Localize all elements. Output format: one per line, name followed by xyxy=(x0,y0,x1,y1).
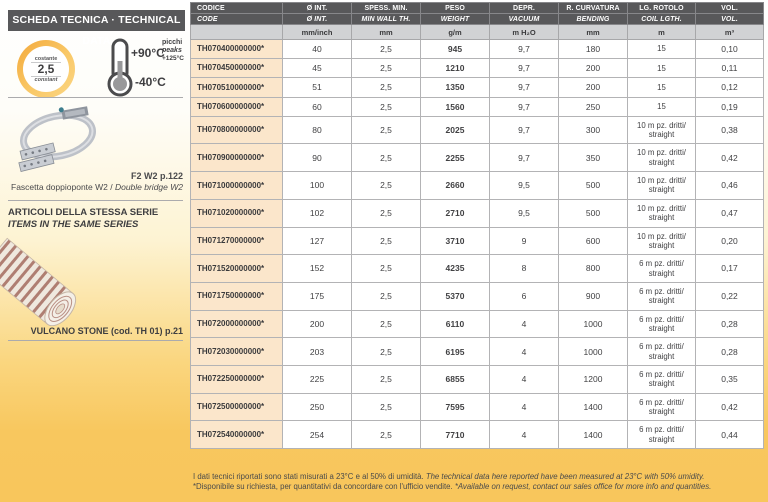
col-header-code-en: CODE xyxy=(191,14,283,25)
cell-volume: 0,44 xyxy=(696,421,764,449)
table-row xyxy=(191,310,764,338)
cell-vacuum: 4 xyxy=(490,365,559,393)
table-header xyxy=(191,3,764,40)
cell-coil: 15 xyxy=(628,78,696,97)
cell-code: TH070450000000* xyxy=(191,59,283,78)
cell-volume: 0,11 xyxy=(696,59,764,78)
cell-bending: 1400 xyxy=(559,393,628,421)
cell-volume: 0,28 xyxy=(696,310,764,338)
cell-volume: 0,28 xyxy=(696,338,764,366)
table-row xyxy=(191,97,764,116)
cell-coil: 15 xyxy=(628,59,696,78)
cell-bending: 600 xyxy=(559,227,628,255)
cell-vacuum: 9,7 xyxy=(490,78,559,97)
table-row xyxy=(191,199,764,227)
cell-bending: 800 xyxy=(559,255,628,283)
table-row xyxy=(191,144,764,172)
related-product-reference: VULCANO STONE (cod. TH 01) p.21 xyxy=(30,326,183,336)
col-header-code: CODICE xyxy=(191,3,283,14)
cell-diameter: 102 xyxy=(283,199,352,227)
clamp-code-ref: F2 W2 p.122 xyxy=(130,171,183,181)
cell-vacuum: 9,7 xyxy=(490,144,559,172)
table-row xyxy=(191,282,764,310)
cell-wall: 2,5 xyxy=(352,172,421,200)
cell-diameter: 250 xyxy=(283,393,352,421)
cell-volume: 0,17 xyxy=(696,255,764,283)
cell-volume: 0,38 xyxy=(696,116,764,144)
cell-code: TH070400000000* xyxy=(191,40,283,59)
technical-data-table xyxy=(190,2,764,449)
cell-wall: 2,5 xyxy=(352,78,421,97)
cell-bending: 1200 xyxy=(559,365,628,393)
header-row-it xyxy=(191,3,764,14)
cell-diameter: 80 xyxy=(283,116,352,144)
cell-vacuum: 9,5 xyxy=(490,199,559,227)
table-row xyxy=(191,421,764,449)
cell-diameter: 225 xyxy=(283,365,352,393)
hose-clamp-image xyxy=(12,101,104,173)
unit-wall: mm xyxy=(352,25,421,40)
cell-wall: 2,5 xyxy=(352,310,421,338)
cell-volume: 0,12 xyxy=(696,78,764,97)
cell-weight: 2255 xyxy=(421,144,490,172)
table-row xyxy=(191,40,764,59)
divider xyxy=(8,97,183,98)
cell-bending: 1000 xyxy=(559,338,628,366)
temperature-min: -40°C xyxy=(135,75,166,89)
hose-image xyxy=(0,234,105,326)
same-series-title-it: ARTICOLI DELLA STESSA SERIE xyxy=(8,207,159,218)
clamp-caption xyxy=(8,182,183,193)
table-row xyxy=(191,393,764,421)
cell-volume: 0,22 xyxy=(696,282,764,310)
cell-coil: 10 m pz. dritti/ straight xyxy=(628,172,696,200)
table-row xyxy=(191,338,764,366)
technical-data-table-wrap xyxy=(190,2,764,449)
cell-volume: 0,42 xyxy=(696,393,764,421)
cell-coil: 6 m pz. dritti/ straight xyxy=(628,393,696,421)
cell-weight: 2025 xyxy=(421,116,490,144)
constant-diameter-badge-inner xyxy=(23,46,69,92)
badge-value: 2,5 xyxy=(31,62,62,77)
cell-diameter: 90 xyxy=(283,144,352,172)
badge-label-it: costante xyxy=(34,55,58,62)
cell-diameter: 40 xyxy=(283,40,352,59)
cell-bending: 300 xyxy=(559,116,628,144)
cell-vacuum: 4 xyxy=(490,338,559,366)
cell-weight: 5370 xyxy=(421,282,490,310)
cell-code: TH071750000000* xyxy=(191,282,283,310)
cell-bending: 250 xyxy=(559,97,628,116)
temperature-max: +90°C xyxy=(131,46,165,60)
cell-diameter: 60 xyxy=(283,97,352,116)
cell-weight: 1350 xyxy=(421,78,490,97)
table-row xyxy=(191,78,764,97)
cell-diameter: 200 xyxy=(283,310,352,338)
col-header-bending: R. CURVATURA xyxy=(559,3,628,14)
footnote-2-it: *Disponibile su richiesta, per quantitativi da concordare con l'ufficio vendite. xyxy=(193,482,455,491)
cell-wall: 2,5 xyxy=(352,227,421,255)
footnote-2-en: *Available on request, contact our sales office for more info and quantities. xyxy=(454,482,712,491)
cell-wall: 2,5 xyxy=(352,338,421,366)
cell-weight: 2710 xyxy=(421,199,490,227)
cell-coil: 15 xyxy=(628,97,696,116)
cell-weight: 3710 xyxy=(421,227,490,255)
cell-code: TH072000000000* xyxy=(191,310,283,338)
cell-volume: 0,20 xyxy=(696,227,764,255)
cell-coil: 10 m pz. dritti/ straight xyxy=(628,227,696,255)
constant-diameter-badge xyxy=(17,40,75,98)
unit-diameter: mm/inch xyxy=(283,25,352,40)
cell-weight: 4235 xyxy=(421,255,490,283)
cell-volume: 0,42 xyxy=(696,144,764,172)
cell-bending: 1000 xyxy=(559,310,628,338)
cell-weight: 1560 xyxy=(421,97,490,116)
cell-coil: 10 m pz. dritti/ straight xyxy=(628,116,696,144)
cell-wall: 2,5 xyxy=(352,97,421,116)
unit-code xyxy=(191,25,283,40)
col-header-weight-en: WEIGHT xyxy=(421,14,490,25)
cell-weight: 1210 xyxy=(421,59,490,78)
col-header-wall: SPESS. MIN. xyxy=(352,3,421,14)
table-row xyxy=(191,365,764,393)
badge-label-en: constant xyxy=(34,76,58,83)
cell-vacuum: 8 xyxy=(490,255,559,283)
cell-diameter: 152 xyxy=(283,255,352,283)
col-header-coil-en: COIL LGTH. xyxy=(628,14,696,25)
col-header-volume-en: VOL. xyxy=(696,14,764,25)
units-row xyxy=(191,25,764,40)
cell-bending: 180 xyxy=(559,40,628,59)
cell-coil: 6 m pz. dritti/ straight xyxy=(628,310,696,338)
cell-coil: 6 m pz. dritti/ straight xyxy=(628,282,696,310)
footnote-1-en: The technical data here reported have been measured at 23°C with 50% umidity. xyxy=(425,472,705,481)
cell-code: TH070510000000* xyxy=(191,78,283,97)
cell-volume: 0,19 xyxy=(696,97,764,116)
cell-code: TH070900000000* xyxy=(191,144,283,172)
cell-wall: 2,5 xyxy=(352,40,421,59)
cell-wall: 2,5 xyxy=(352,365,421,393)
cell-wall: 2,5 xyxy=(352,393,421,421)
cell-weight: 6110 xyxy=(421,310,490,338)
cell-diameter: 51 xyxy=(283,78,352,97)
col-header-volume: VOL. xyxy=(696,3,764,14)
cell-vacuum: 9,7 xyxy=(490,116,559,144)
divider xyxy=(8,340,183,341)
table-row xyxy=(191,172,764,200)
cell-wall: 2,5 xyxy=(352,59,421,78)
cell-weight: 7595 xyxy=(421,393,490,421)
col-header-weight: PESO xyxy=(421,3,490,14)
unit-bending: mm xyxy=(559,25,628,40)
unit-weight: g/m xyxy=(421,25,490,40)
cell-code: TH072500000000* xyxy=(191,393,283,421)
clamp-reference xyxy=(8,171,183,193)
col-header-wall-en: MIN WALL TH. xyxy=(352,14,421,25)
peaks-label-it: picchi xyxy=(162,39,183,46)
cell-volume: 0,10 xyxy=(696,40,764,59)
col-header-bending-en: BENDING xyxy=(559,14,628,25)
cell-bending: 200 xyxy=(559,59,628,78)
cell-code: TH071000000000* xyxy=(191,172,283,200)
cell-coil: 6 m pz. dritti/ straight xyxy=(628,421,696,449)
temperature-peaks xyxy=(162,39,184,63)
col-header-diameter-en: Ø INT. xyxy=(283,14,352,25)
cell-code: TH072250000000* xyxy=(191,365,283,393)
peaks-value: +125°C xyxy=(162,55,184,62)
cell-bending: 1400 xyxy=(559,421,628,449)
divider xyxy=(8,200,183,201)
footnote-1-it: I dati tecnici riportati sono stati misurati a 23°C e al 50% di umidità. xyxy=(193,472,426,481)
peaks-label-en: peaks xyxy=(162,47,182,54)
cell-wall: 2,5 xyxy=(352,116,421,144)
cell-diameter: 100 xyxy=(283,172,352,200)
unit-volume: m³ xyxy=(696,25,764,40)
col-header-vacuum-en: VACUUM xyxy=(490,14,559,25)
cell-vacuum: 4 xyxy=(490,393,559,421)
table-row xyxy=(191,116,764,144)
cell-coil: 6 m pz. dritti/ straight xyxy=(628,365,696,393)
clamp-name-it: Fascetta doppioponte W2 / xyxy=(11,182,115,192)
unit-vacuum: m H₂O xyxy=(490,25,559,40)
cell-vacuum: 9,7 xyxy=(490,97,559,116)
cell-vacuum: 4 xyxy=(490,421,559,449)
cell-weight: 7710 xyxy=(421,421,490,449)
cell-vacuum: 9,7 xyxy=(490,59,559,78)
same-series-heading xyxy=(8,207,158,230)
cell-code: TH071520000000* xyxy=(191,255,283,283)
cell-diameter: 203 xyxy=(283,338,352,366)
clamp-name-en: Double bridge W2 xyxy=(114,182,183,192)
header-row-en xyxy=(191,14,764,25)
col-header-coil: LG. ROTOLO xyxy=(628,3,696,14)
cell-weight: 6855 xyxy=(421,365,490,393)
cell-weight: 945 xyxy=(421,40,490,59)
cell-bending: 200 xyxy=(559,78,628,97)
cell-wall: 2,5 xyxy=(352,199,421,227)
cell-wall: 2,5 xyxy=(352,282,421,310)
cell-bending: 350 xyxy=(559,144,628,172)
col-header-diameter: Ø INT. xyxy=(283,3,352,14)
cell-wall: 2,5 xyxy=(352,144,421,172)
cell-code: TH070600000000* xyxy=(191,97,283,116)
cell-code: TH072030000000* xyxy=(191,338,283,366)
cell-volume: 0,35 xyxy=(696,365,764,393)
table-row xyxy=(191,227,764,255)
cell-code: TH071270000000* xyxy=(191,227,283,255)
cell-weight: 2660 xyxy=(421,172,490,200)
cell-code: TH070800000000* xyxy=(191,116,283,144)
cell-vacuum: 9,7 xyxy=(490,40,559,59)
table-row xyxy=(191,255,764,283)
cell-weight: 6195 xyxy=(421,338,490,366)
footnote-line-1 xyxy=(193,472,763,482)
cell-code: TH071020000000* xyxy=(191,199,283,227)
footnotes xyxy=(193,472,763,492)
cell-bending: 500 xyxy=(559,199,628,227)
page-title: SCHEDA TECNICA · TECHNICAL DATA xyxy=(8,10,185,31)
cell-diameter: 127 xyxy=(283,227,352,255)
cell-wall: 2,5 xyxy=(352,255,421,283)
cell-diameter: 45 xyxy=(283,59,352,78)
cell-volume: 0,47 xyxy=(696,199,764,227)
cell-bending: 500 xyxy=(559,172,628,200)
unit-coil: m xyxy=(628,25,696,40)
cell-coil: 10 m pz. dritti/ straight xyxy=(628,144,696,172)
cell-diameter: 254 xyxy=(283,421,352,449)
footnote-line-2 xyxy=(193,482,763,492)
cell-bending: 900 xyxy=(559,282,628,310)
cell-wall: 2,5 xyxy=(352,421,421,449)
cell-vacuum: 9 xyxy=(490,227,559,255)
cell-volume: 0,46 xyxy=(696,172,764,200)
table-body xyxy=(191,40,764,449)
same-series-title-en: ITEMS IN THE SAME SERIES xyxy=(8,218,139,230)
col-header-vacuum: DEPR. xyxy=(490,3,559,14)
table-row xyxy=(191,59,764,78)
cell-vacuum: 4 xyxy=(490,310,559,338)
cell-coil: 15 xyxy=(628,40,696,59)
cell-coil: 6 m pz. dritti/ straight xyxy=(628,338,696,366)
cell-code: TH072540000000* xyxy=(191,421,283,449)
cell-coil: 6 m pz. dritti/ straight xyxy=(628,255,696,283)
cell-vacuum: 9,5 xyxy=(490,172,559,200)
cell-diameter: 175 xyxy=(283,282,352,310)
cell-coil: 10 m pz. dritti/ straight xyxy=(628,199,696,227)
cell-vacuum: 6 xyxy=(490,282,559,310)
